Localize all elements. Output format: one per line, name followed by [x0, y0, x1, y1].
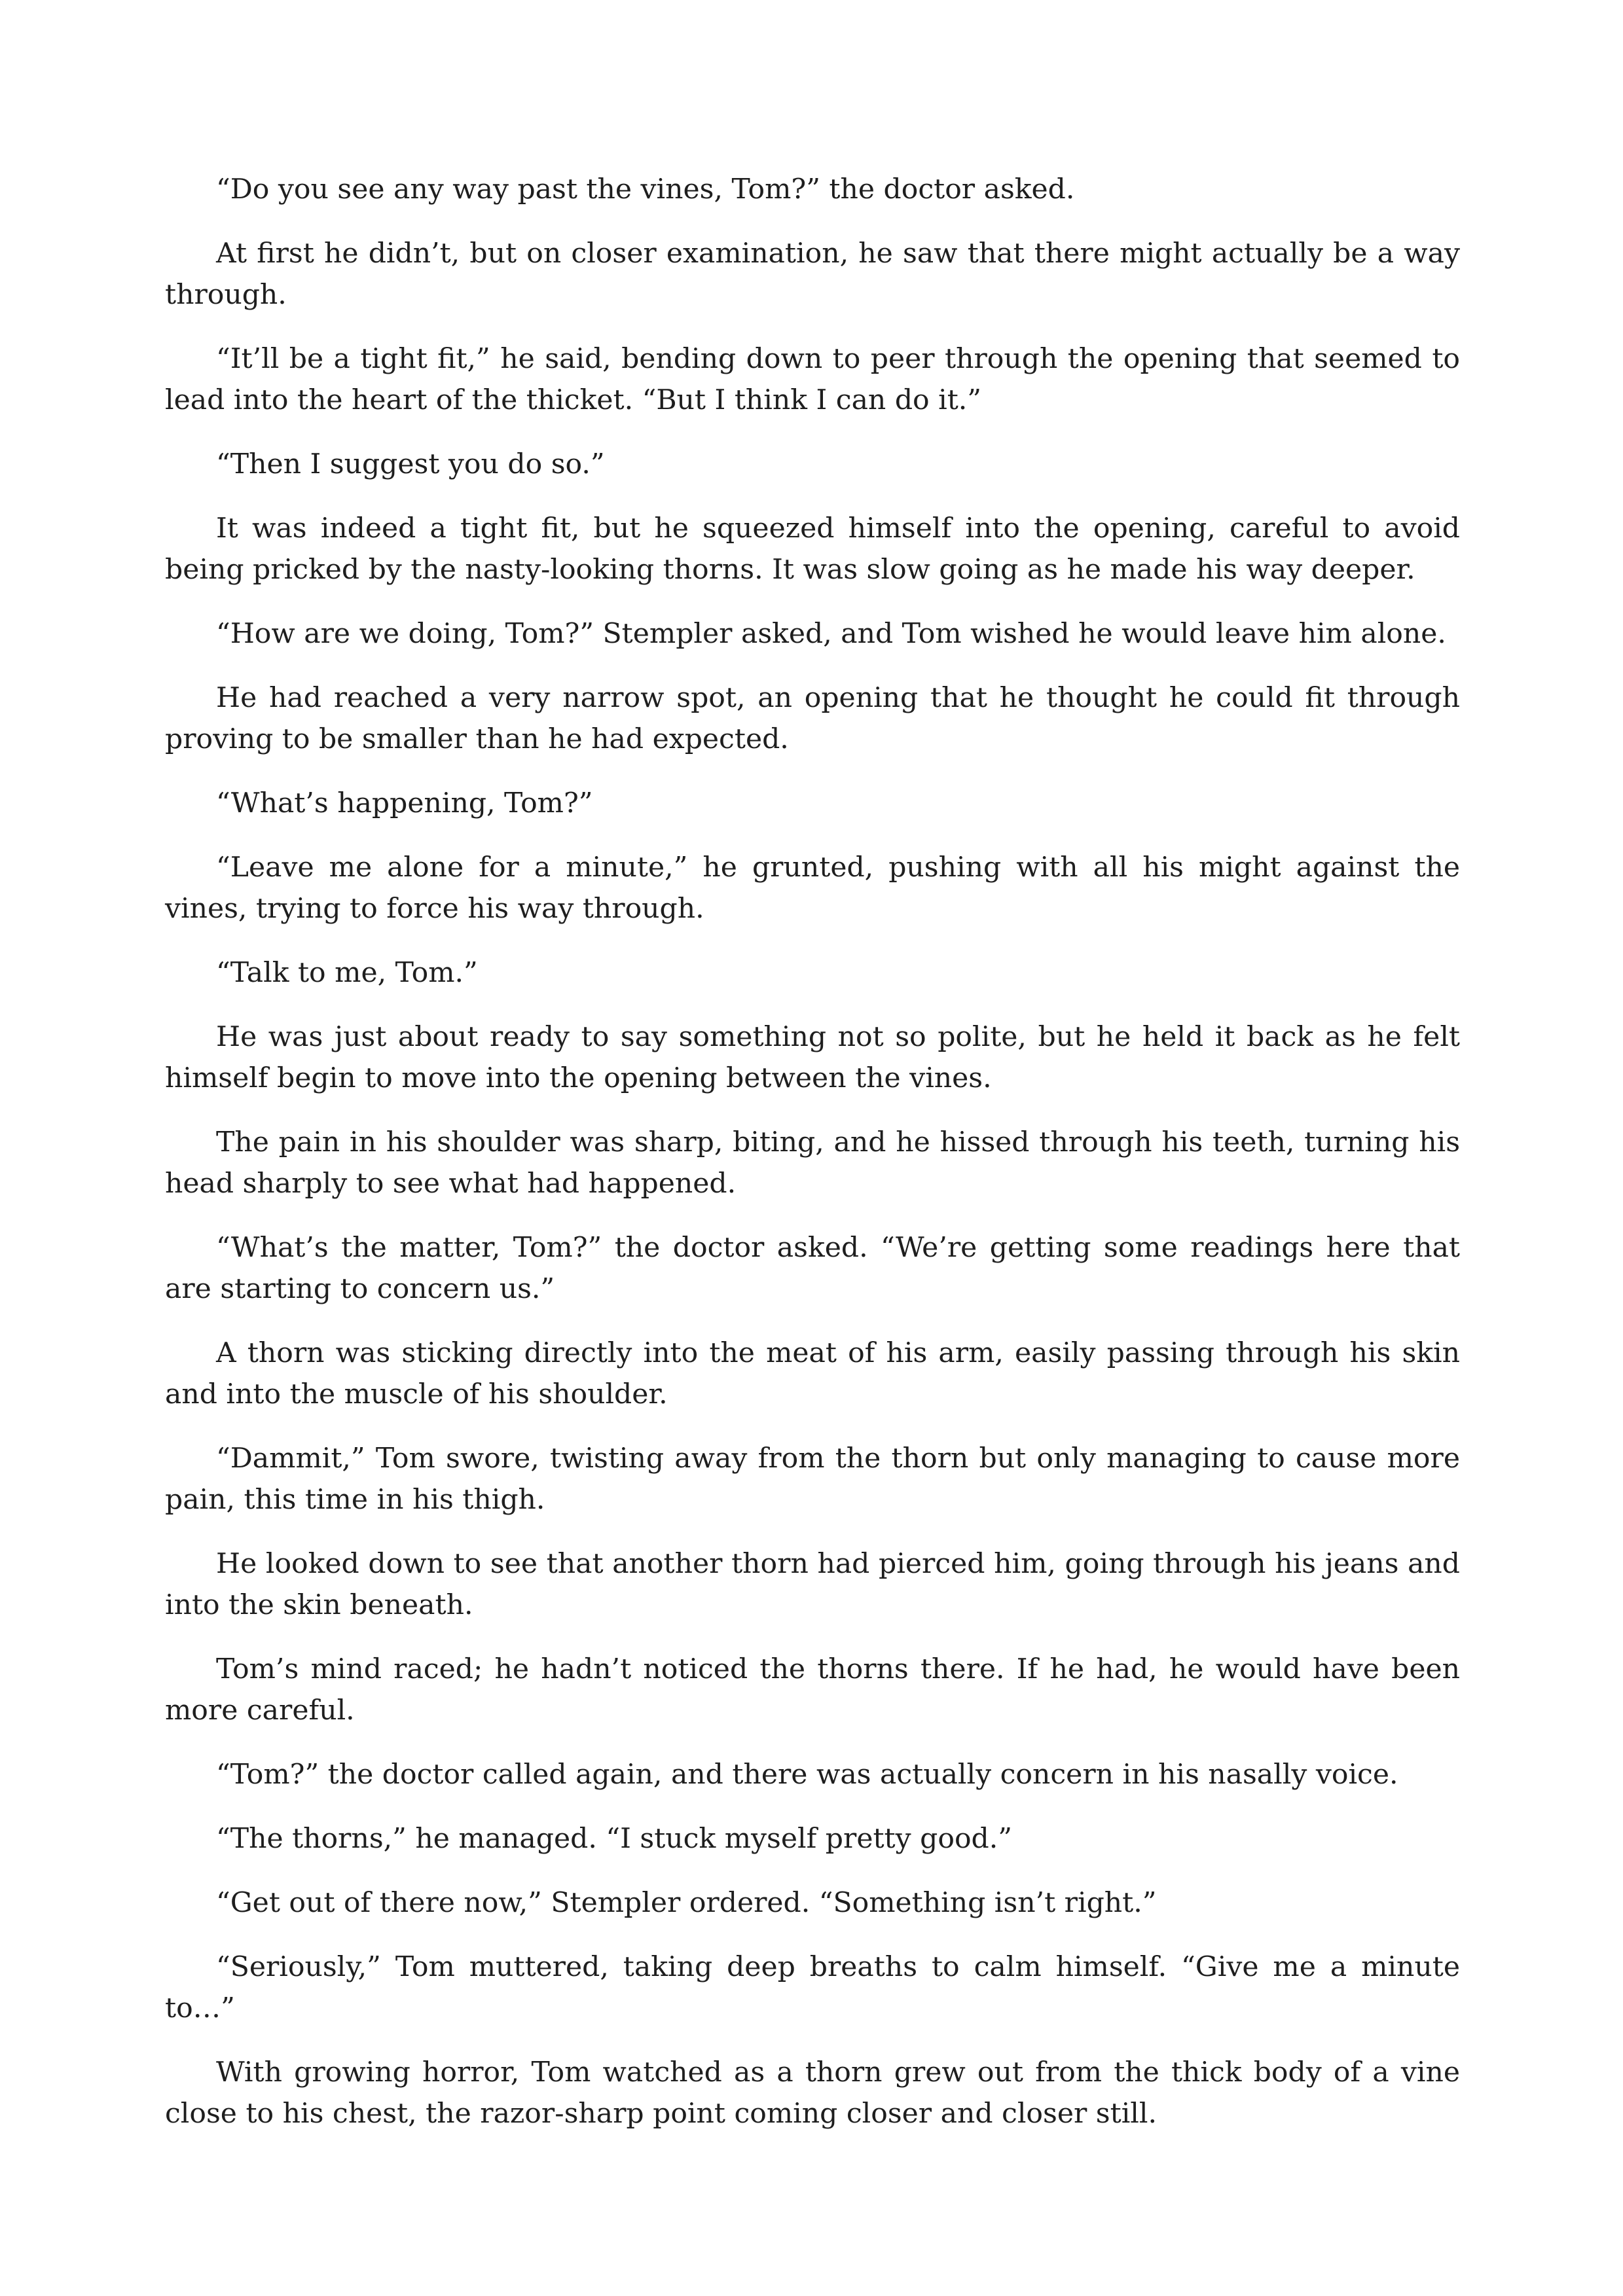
paragraph: It was indeed a tight fit, but he squeezed himself into the opening, careful to avoid being pricked by the nasty-looking thorns. It was slow going as he made his way deeper. — [165, 512, 1460, 586]
book-page — [165, 169, 1460, 2157]
paragraph: “What’s the matter, Tom?” the doctor asked. “We’re getting some readings here that are starting to concern us.” — [165, 1232, 1460, 1305]
paragraph: “Get out of there now,” Stempler ordered. “Something isn’t right.” — [216, 1887, 1157, 1919]
paragraph: He had reached a very narrow spot, an opening that he thought he could fit through proving to be smaller than he had expected. — [165, 682, 1460, 755]
paragraph: He looked down to see that another thorn had pierced him, going through his jeans and into the skin beneath. — [165, 1548, 1460, 1621]
paragraph: The pain in his shoulder was sharp, biting, and he hissed through his teeth, turning his head sharply to see what had happened. — [165, 1126, 1460, 1200]
paragraph: “Dammit,” Tom swore, twisting away from the thorn but only managing to cause more pain, this time in his thigh. — [165, 1443, 1460, 1516]
paragraph: “It’ll be a tight fit,” he said, bending down to peer through the opening that seemed to lead into the heart of the thicket. “But I think I can do it.” — [165, 343, 1460, 416]
paragraph: “Seriously,” Tom muttered, taking deep breaths to calm himself. “Give me a minute to…” — [165, 1951, 1460, 2024]
paragraph: “Do you see any way past the vines, Tom?” the doctor asked. — [216, 173, 1075, 206]
paragraph: “Leave me alone for a minute,” he grunted, pushing with all his might against the vines, trying to force his way through. — [165, 852, 1460, 925]
paragraph: With growing horror, Tom watched as a thorn grew out from the thick body of a vine close to his chest, the razor-sharp point coming closer and closer still. — [165, 2056, 1460, 2130]
paragraph: “The thorns,” he managed. “I stuck myself pretty good.” — [216, 1823, 1012, 1855]
paragraph: A thorn was sticking directly into the meat of his arm, easily passing through his skin and into the muscle of his shoulder. — [165, 1337, 1460, 1410]
paragraph: Tom’s mind raced; he hadn’t noticed the thorns there. If he had, he would have been more careful. — [165, 1653, 1460, 1727]
paragraph: “What’s happening, Tom?” — [216, 787, 593, 819]
paragraph: “Talk to me, Tom.” — [216, 957, 478, 989]
paragraph: At first he didn’t, but on closer examination, he saw that there might actually be a way through. — [165, 238, 1460, 311]
paragraph: “How are we doing, Tom?” Stempler asked, and Tom wished he would leave him alone. — [216, 618, 1446, 650]
paragraph: “Tom?” the doctor called again, and there was actually concern in his nasally voice. — [216, 1759, 1398, 1791]
paragraph: He was just about ready to say something not so polite, but he held it back as he felt himself begin to move into the opening between the vines. — [165, 1021, 1460, 1094]
paragraph: “Then I suggest you do so.” — [216, 448, 605, 480]
